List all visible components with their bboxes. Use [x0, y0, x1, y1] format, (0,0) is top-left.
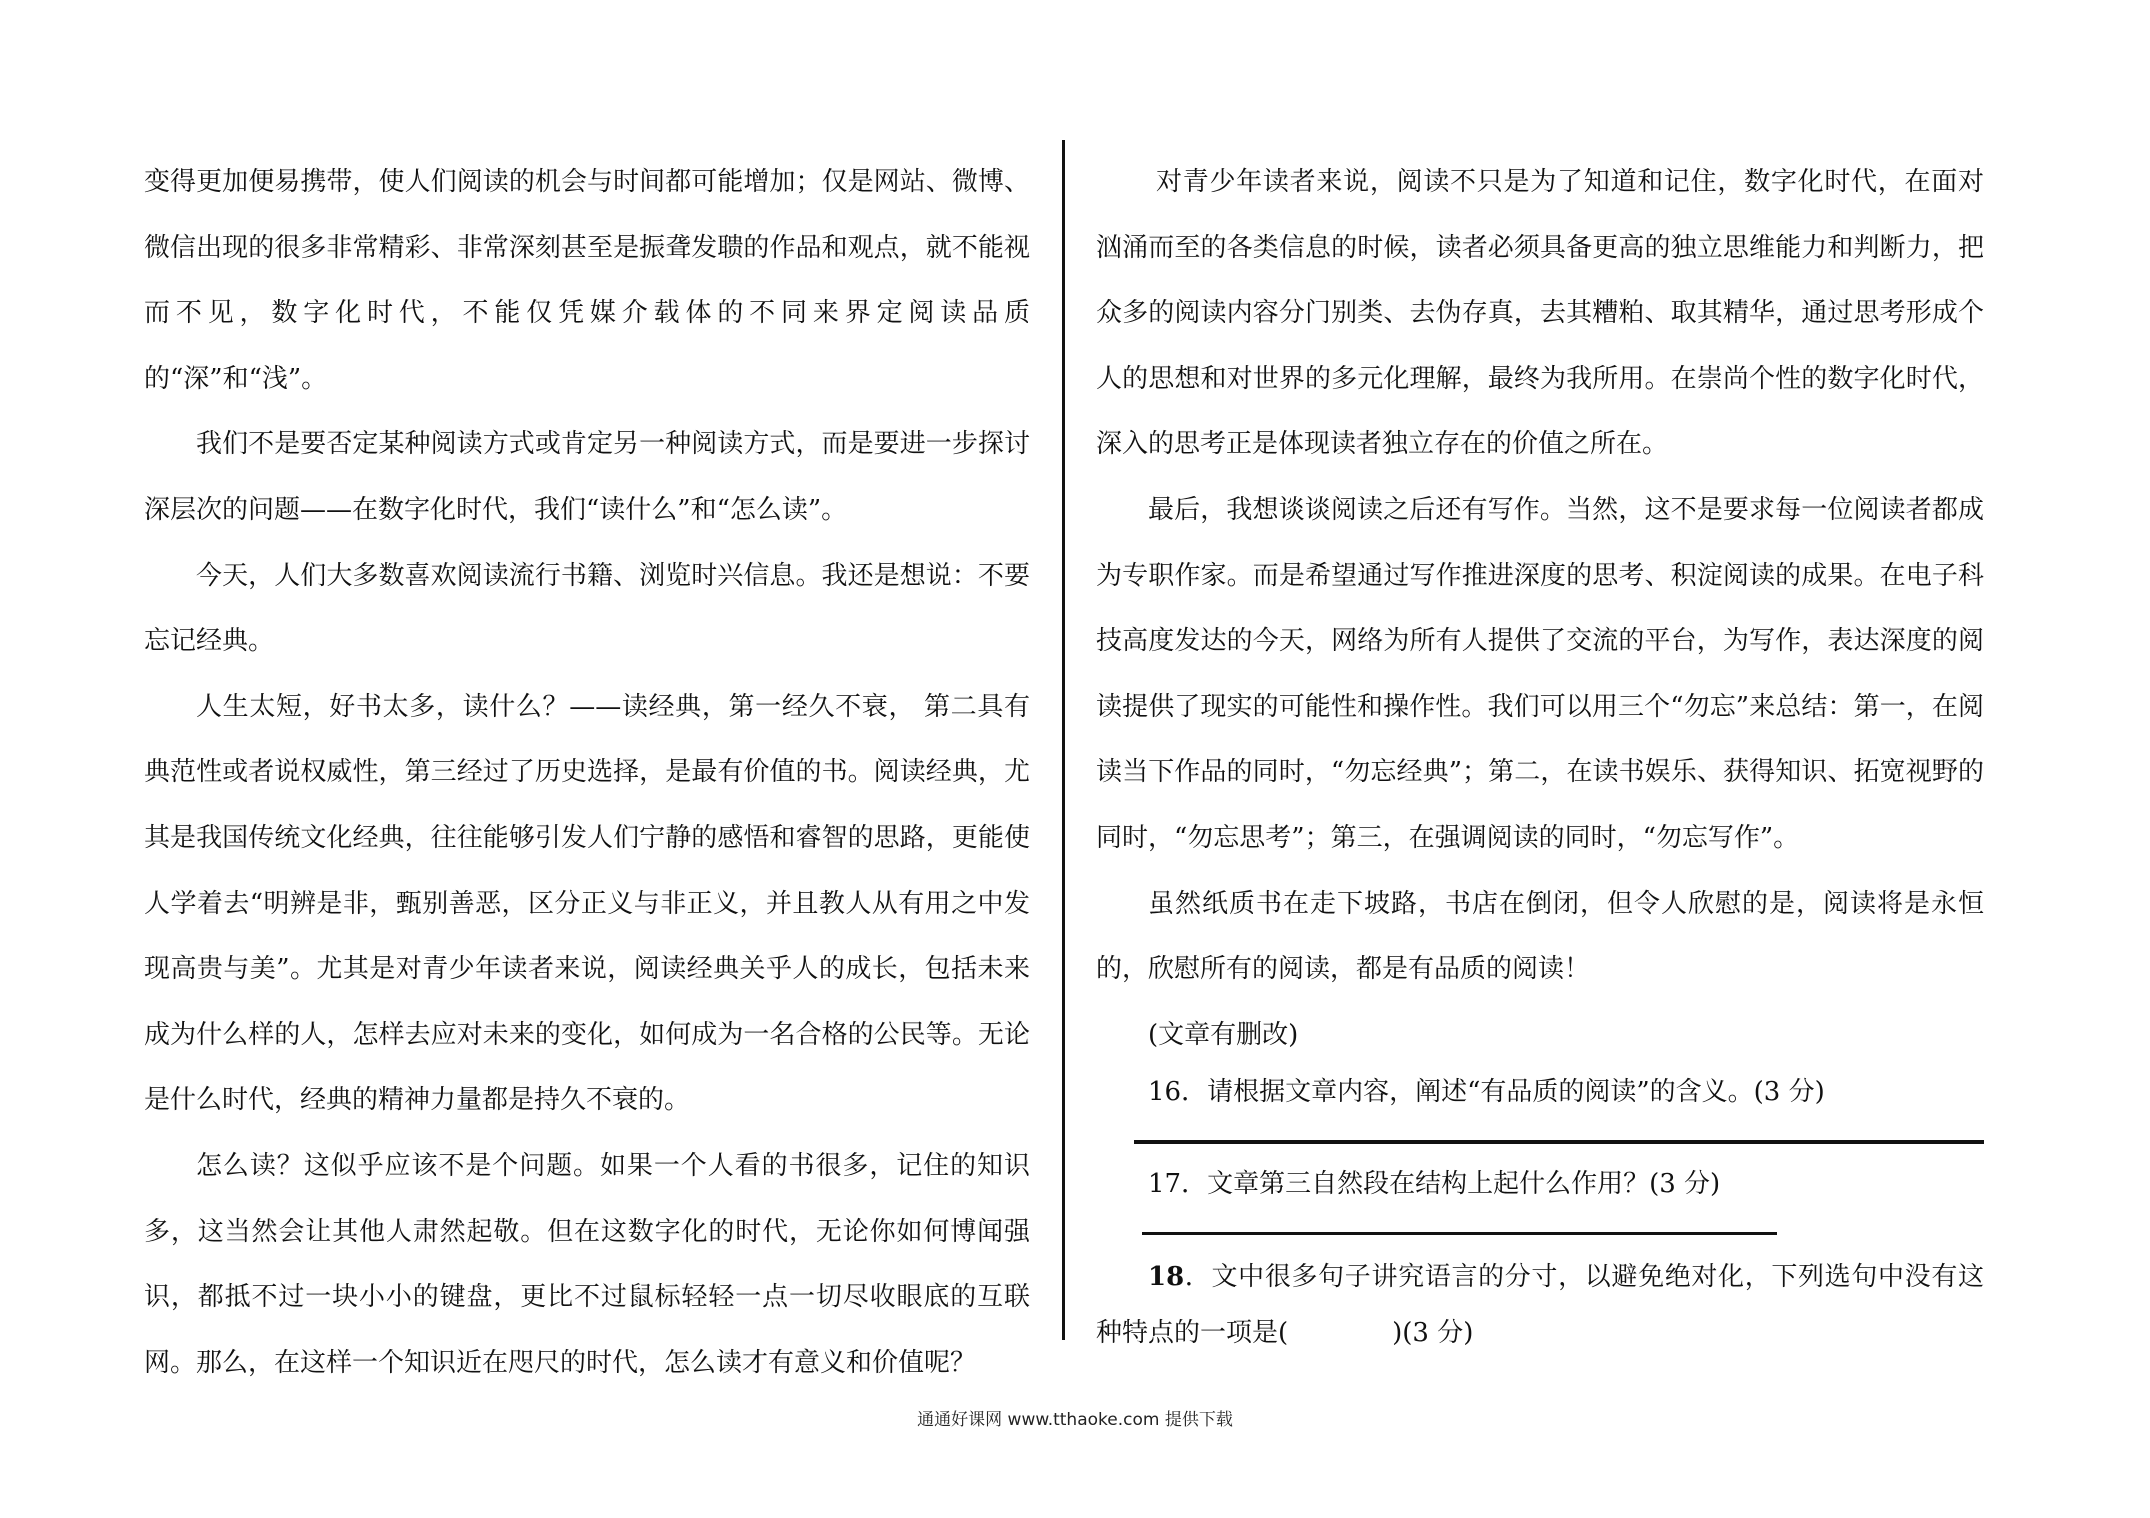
question-18-text: ．文中很多句子讲究语言的分寸，以避免绝对化，下列选句中没有这种特点的一项是( )(3 分)	[1096, 1262, 1984, 1349]
left-paragraph-1: 变得更加便易携带，使人们阅读的机会与时间都可能增加；仅是网站、微博、微信出现的很多非常精彩、非常深刻甚至是振聋发聩的作品和观点，就不能视而不见，数字化时代，不能仅凭媒介载体的不同来界定阅读品质的“深”和“浅”。	[144, 167, 1030, 394]
left-paragraph-3: 今天，人们大多数喜欢阅读流行书籍、浏览时兴信息。我还是想说：不要忘记经典。	[144, 560, 1030, 657]
right-paragraph-1: 对青少年读者来说，阅读不只是为了知道和记住，数字化时代，在面对汹涌而至的各类信息的时候，读者必须具备更高的独立思维能力和判断力，把众多的阅读内容分门别类、去伪存真，去其糟粕、取其精华，通过思考形成个人的思想和对世界的多元化理解，最终为我所用。在崇尚个性的数字化时代，深入的思考正是体现读者独立存在的价值之所在。	[1096, 167, 1984, 460]
source-note: (文章有删改)	[1148, 1019, 1299, 1050]
right-paragraph-2: 最后，我想谈谈阅读之后还有写作。当然，这不是要求每一位阅读者都成为专职作家。而是希望通过写作推进深度的思考、积淀阅读的成果。在电子科技高度发达的今天，网络为所有人提供了交流的平台，为写作，表达深度的阅读提供了现实的可能性和操作性。我们可以用三个“勿忘”来总结：第一，在阅读当下作品的同时，“勿忘经典”；第二，在读书娱乐、获得知识、拓宽视野的同时，“勿忘思考”；第三，在强调阅读的同时，“勿忘写作”。	[1096, 494, 1984, 853]
page-footer: 通通好课网 www.tthaoke.com 提供下载	[917, 1410, 1233, 1430]
question-18-number: 18	[1148, 1262, 1185, 1293]
answer-line-16	[1134, 1140, 1984, 1144]
column-divider	[1062, 140, 1065, 1340]
left-paragraph-2: 我们不是要否定某种阅读方式或肯定另一种阅读方式，而是要进一步探讨深层次的问题——在数字化时代，我们“读什么”和“怎么读”。	[144, 429, 1030, 525]
answer-line-17	[1142, 1232, 1777, 1235]
right-column	[1096, 150, 1984, 1361]
question-18	[1096, 1249, 1984, 1361]
question-17: 17．文章第三自然段在结构上起什么作用？(3 分)	[1148, 1169, 1721, 1200]
question-16: 16．请根据文章内容，阐述“有品质的阅读”的含义。(3 分)	[1148, 1077, 1825, 1108]
left-paragraph-5: 怎么读？这似乎应该不是个问题。如果一个人看的书很多，记住的知识多，这当然会让其他人肃然起敬。但在这数字化的时代，无论你如何博闻强识，都抵不过一块小小的键盘，更比不过鼠标轻轻一点一切尽收眼底的互联网。那么，在这样一个知识近在咫尺的时代，怎么读才有意义和价值呢？	[144, 1150, 1030, 1378]
right-paragraph-3: 虽然纸质书在走下坡路，书店在倒闭，但令人欣慰的是，阅读将是永恒的，欣慰所有的阅读，都是有品质的阅读！	[1096, 888, 1984, 985]
left-paragraph-4: 人生太短，好书太多，读什么？——读经典，第一经久不衰， 第二具有典范性或者说权威性，第三经过了历史选择，是最有价值的书。阅读经典，尤其是我国传统文化经典，往往能够引发人们宁静的感悟和睿智的思路，更能使人学着去“明辨是非，甄别善恶，区分正义与非正义，并且教人从有用之中发现高贵与美”。尤其是对青少年读者来说，阅读经典关乎人的成长，包括未来成为什么样的人，怎样去应对未来的变化，如何成为一名合格的公民等。无论是什么时代，经典的精神力量都是持久不衰的。	[144, 691, 1030, 1116]
left-column	[144, 150, 1030, 1396]
